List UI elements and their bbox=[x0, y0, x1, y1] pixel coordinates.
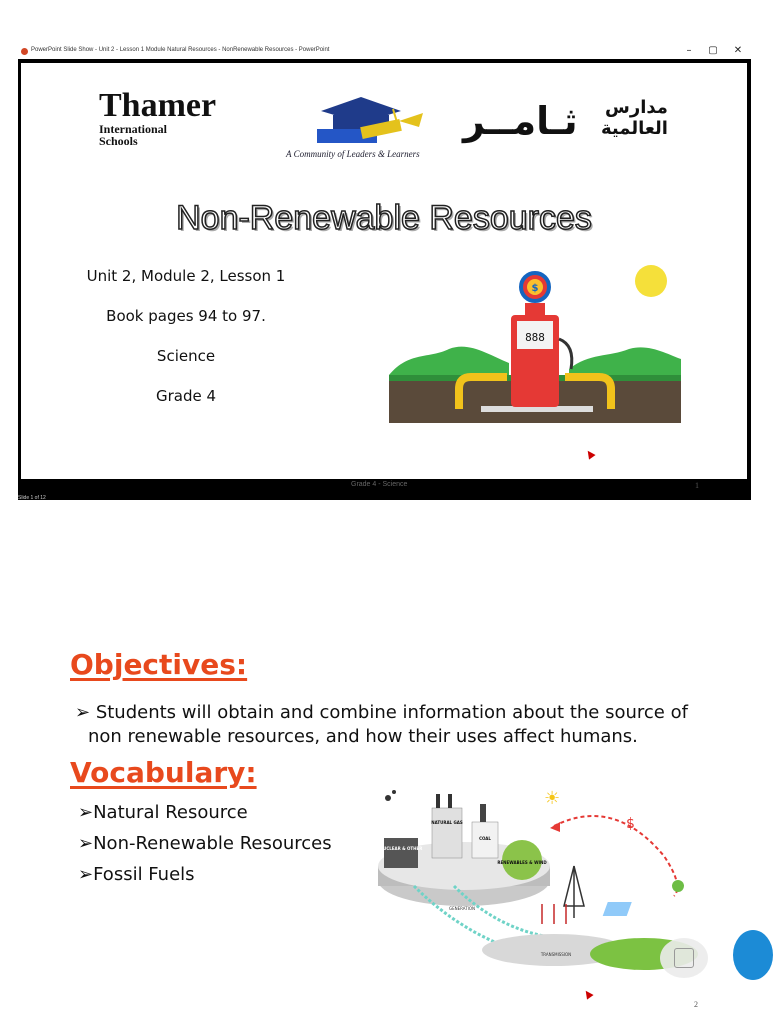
objectives-heading: Objectives: bbox=[70, 648, 248, 681]
pointer-cursor-icon bbox=[584, 448, 595, 459]
slide-2 bbox=[0, 600, 768, 1024]
pump-dollar-sign: $ bbox=[531, 283, 539, 294]
grade: Grade 4 bbox=[155, 387, 217, 405]
school-sub-1: International bbox=[99, 122, 168, 136]
school-logo-text bbox=[99, 89, 216, 147]
title-bar bbox=[18, 44, 751, 59]
school-sub-2: Schools bbox=[99, 134, 138, 148]
vocabulary-heading: Vocabulary: bbox=[70, 756, 257, 789]
transmission-label: TRANSMISSION bbox=[540, 952, 572, 957]
renewables-label: RENEWABLES & WIND bbox=[497, 860, 547, 865]
powerpoint-window bbox=[18, 44, 751, 500]
arabic-line-1: مدارس bbox=[605, 97, 668, 118]
graduation-cap-logo-icon bbox=[311, 93, 431, 149]
window-title: PowerPoint Slide Show - Unit 2 - Lesson 1 Module Natural Resources - NonRenewable Resources - PowerPoint bbox=[31, 47, 330, 53]
arrow-bullet-icon: ➢ bbox=[78, 833, 94, 854]
arrow-bullet-icon: ➢ bbox=[75, 702, 91, 723]
slide-2-number: 2 bbox=[694, 1000, 698, 1009]
objective-line-2: non renewable resources, and how their uses affect humans. bbox=[88, 726, 638, 747]
book-pages: Book pages 94 to 97. bbox=[106, 307, 266, 325]
objective-bullet bbox=[75, 702, 688, 723]
slide-1-footer: Grade 4 - Science bbox=[351, 481, 408, 488]
coal-label: COAL bbox=[479, 836, 491, 841]
media-control-widget[interactable] bbox=[660, 938, 708, 978]
nuclear-label: NUCLEAR & OTHER bbox=[379, 846, 423, 851]
slide-1-number: 1 bbox=[695, 481, 699, 490]
media-control-icon bbox=[674, 948, 694, 968]
side-blue-button[interactable] bbox=[733, 930, 773, 980]
gas-label: NATURAL GAS bbox=[431, 820, 463, 825]
unit-info: Unit 2, Module 2, Lesson 1 bbox=[86, 267, 286, 285]
dollar-icon: $ bbox=[626, 816, 635, 832]
school-name: Thamer bbox=[99, 87, 217, 124]
arabic-school-name: ثـامــر bbox=[463, 99, 578, 143]
pointer-cursor-icon bbox=[582, 988, 593, 999]
objective-line-1: Students will obtain and combine information about the source of bbox=[95, 702, 688, 723]
generation-label: GENERATION bbox=[449, 906, 475, 911]
sun-icon: ☀ bbox=[544, 788, 561, 809]
arrow-bullet-icon: ➢ bbox=[78, 802, 94, 823]
sun-icon bbox=[635, 265, 667, 297]
vocab-item: ➢Natural Resource bbox=[78, 802, 248, 823]
arabic-school-label bbox=[601, 97, 668, 139]
arabic-line-2: العالمية bbox=[601, 118, 668, 139]
powerpoint-app-icon bbox=[21, 48, 28, 55]
pump-display: 888 bbox=[525, 331, 545, 344]
slide-1[interactable] bbox=[21, 63, 747, 490]
school-tagline: A Community of Leaders & Learners bbox=[286, 149, 420, 159]
slide-1-title: Non-Renewable Resources bbox=[176, 199, 592, 237]
vocab-item: ➢Fossil Fuels bbox=[78, 864, 195, 885]
vocab-item: ➢Non-Renewable Resources bbox=[78, 833, 332, 854]
subject: Science bbox=[156, 347, 216, 365]
minimize-button[interactable]: – bbox=[686, 45, 692, 56]
restore-button[interactable]: ▢ bbox=[708, 45, 718, 56]
close-button[interactable]: ✕ bbox=[733, 45, 743, 56]
gas-pump-illustration bbox=[389, 259, 685, 429]
status-bar: Slide 1 of 12 bbox=[18, 495, 46, 501]
arrow-bullet-icon: ➢ bbox=[78, 864, 94, 885]
